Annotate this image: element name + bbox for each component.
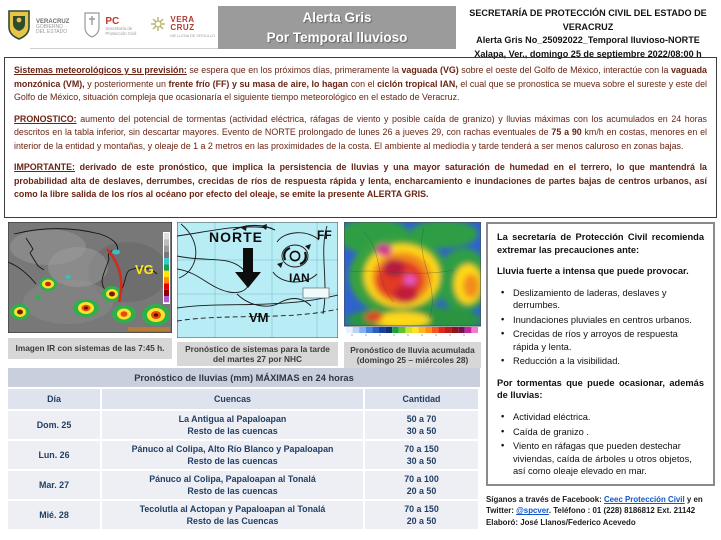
table-title: Pronóstico de lluvias (mm) MÁXIMAS en 24 horas	[8, 368, 480, 387]
ff-label: FF	[317, 228, 332, 242]
basins-cell	[102, 441, 363, 469]
ir-caption-text: Imagen IR con sistemas de las 7:45 h.	[15, 343, 165, 354]
amount-line: 70 a 150	[404, 503, 439, 514]
sistemas-lead: Sistemas meteorológicos y su previsión:	[14, 65, 187, 75]
basin-line: Tecolutla al Actopan y Papaloapan al Tonalá	[139, 503, 326, 514]
nhc-forecast-map-image	[177, 222, 338, 338]
ir-figure-caption	[8, 338, 172, 359]
logo-gobierno-line3: DEL ESTADO	[36, 29, 68, 36]
rainfall-forecast-table	[8, 368, 480, 529]
amount-line: 20 a 50	[406, 516, 437, 526]
social-line	[486, 494, 717, 517]
list-item: • Caída de granizo .	[501, 426, 704, 439]
alert-title-box	[218, 6, 456, 49]
rain-accumulation-map-image	[344, 222, 481, 338]
column-header-basins: Cuencas	[102, 389, 363, 409]
importante-lead: IMPORTANTE:	[14, 162, 75, 173]
column-header-day: Día	[8, 389, 100, 409]
ian-label: IAN	[289, 271, 310, 285]
footer-text: Síganos a través de Facebook:	[486, 495, 604, 504]
pronostico-lead: PRONOSTICO:	[14, 113, 77, 124]
bulletin-text-box	[4, 57, 717, 218]
sistemas-seg: se espera que en los próximos días, primeramente la	[186, 65, 402, 75]
list-item: • Actividad eléctrica.	[501, 411, 704, 424]
storm-warning-list	[497, 411, 704, 478]
footer-text: y en Twitter:	[486, 495, 703, 516]
list-item: • Reducción a la visibilidad.	[501, 355, 704, 368]
rain-warning-heading: Lluvia fuerte a intensa que puede provocar.	[497, 266, 689, 277]
amount-cell	[365, 411, 478, 439]
sistemas-seg-bold: frente frío (FF) y su masa de aire, lo hagan	[168, 78, 349, 89]
amount-line: 30 a 50	[406, 426, 437, 436]
header-org-block	[460, 7, 716, 62]
table-row	[8, 411, 480, 439]
basin-line: Resto de las cuencas	[187, 426, 278, 436]
footer-note	[486, 494, 717, 528]
importante-seg-bold: ALERTA GRIS.	[366, 189, 429, 200]
sistemas-seg: el cual que se pronostica se mueva sobre el sureste y este del Golfo de México, situación compleja que ocasionaría el siguiente tiempo meteorológico en el estado de Veracruz.	[14, 78, 708, 103]
day-cell: Lun. 26	[8, 441, 100, 469]
logo-veracruz-tagline: ME LLENA DE ORGULLO	[170, 34, 215, 38]
pronostico-seg: aumento del potencial de tormentas (actividad eléctrica, ráfagas de viento y posible caída de granizo) y lluvias máximas con los acumulados en 24 horas descritos en la tabla inferior, sin descartar mayores. Evento de NORTE prolongado de lunes 26 a jueves 29, con rachas eventuales de	[14, 113, 707, 138]
ir-color-scale-icon	[163, 232, 170, 304]
column-header-amount: Cantidad	[365, 389, 478, 409]
alert-title-line1: Alerta Gris	[302, 9, 372, 25]
logo-gobierno-line1: VERACRUZ	[36, 18, 70, 25]
facebook-link[interactable]: Ceec Protección Civil	[603, 495, 685, 504]
logo-gobierno-line2: GOBIERNO	[36, 23, 63, 30]
rain-color-scale-icon	[344, 326, 481, 338]
basins-cell	[102, 411, 363, 439]
table-row	[8, 441, 480, 469]
basin-line: Pánuco al Colipa, Alto Río Blanco y Papaloapan	[131, 443, 334, 454]
rain-caption-line2: (domingo 25 – miércoles 28)	[356, 355, 469, 365]
basin-line: Resto de las cuencas	[187, 456, 278, 466]
day-cell: Dom. 25	[8, 411, 100, 439]
logo-veracruz-line2: CRUZ	[170, 23, 195, 32]
day-cell: Mar. 27	[8, 471, 100, 499]
recommendations-panel	[486, 222, 715, 486]
veracruz-sun-icon	[150, 16, 166, 37]
sistemas-seg-bold: vaguada (VG)	[401, 65, 459, 75]
logo-proteccion-civil	[83, 11, 136, 44]
basins-cell	[102, 471, 363, 499]
storm-warning-heading: Por tormentas que puede ocasionar, además de lluvias:	[497, 377, 704, 401]
basin-line: Resto de las Cuencas	[186, 516, 279, 526]
alert-title-line2: Por Temporal lluvioso	[266, 29, 408, 45]
amount-line: 20 a 50	[406, 486, 437, 496]
nhc-figure-caption	[177, 342, 338, 366]
nhc-caption-line1: Pronóstico de sistemas para la tarde	[185, 343, 330, 354]
recommendations-intro: La secretaría de Protección Civil recomienda extremar las precauciones ante:	[497, 232, 704, 255]
rain-warning-list	[497, 287, 704, 368]
pronostico-seg-bold: 75 a 90	[551, 127, 582, 138]
paragraph-pronostico	[14, 113, 707, 154]
importante-seg: derivado de este pronóstico, que implica la persistencia de lluvias y una mayor saturación de humedad en el terrero, lo que mantendrá la probabilidad alta de deslaves, derrumbes, crecidas de ríos de respuesta rápida y lenta, encharcamiento e inundaciones de partes bajas de centros urbanos, así como la libre salida de los ríos al océano por efecto del oleaje, se emite la presente	[14, 162, 707, 200]
day-cell: Mié. 28	[8, 501, 100, 529]
list-item: • Crecidas de ríos y arroyos de respuesta rápida y lenta.	[501, 328, 704, 353]
amount-cell	[365, 471, 478, 499]
issue-place-date: Xalapa, Ver., domingo 25 de septiembre 2022/08:00 h	[474, 48, 702, 59]
header-logos	[6, 7, 215, 47]
vm-label: VM	[249, 310, 269, 325]
sistemas-seg-bold: ciclón tropical IAN,	[377, 78, 458, 89]
author-line: Elaboró: José Llanos/Federico Acevedo	[486, 517, 636, 527]
sistemas-seg-bold: vaguada monzónica (VM),	[14, 65, 707, 89]
table-row	[8, 501, 480, 529]
rain-figure-caption	[344, 342, 481, 368]
veracruz-coat-of-arms-icon	[6, 9, 32, 46]
amount-cell	[365, 501, 478, 529]
logo-gobierno-veracruz	[6, 9, 69, 46]
basin-line: Resto de las cuencas	[187, 486, 278, 496]
ir-satellite-map-image	[8, 222, 172, 333]
amount-line: 70 a 100	[404, 473, 439, 484]
list-item: • Viento en ráfagas que pueden destechar viviendas, caída de árboles u otros objetos, así como oleaje elevado en mar.	[501, 440, 704, 478]
nhc-caption-line2: del martes 27 por NHC	[213, 354, 302, 364]
list-item: • Inundaciones pluviales en centros urbanos.	[501, 314, 704, 327]
pc-abbr-label: PC	[105, 16, 120, 28]
alert-number: Alerta Gris No_25092022_Temporal lluvioso-NORTE	[476, 35, 700, 46]
vg-label: VG	[135, 262, 154, 277]
org-name: SECRETARÍA DE PROTECCIÓN CIVIL DEL ESTADO DE VERACRUZ	[469, 8, 707, 32]
pc-name-line2: Protección Civil	[105, 31, 137, 36]
rain-caption-line1: Pronóstico de lluvia acumulada	[350, 344, 475, 355]
twitter-link[interactable]: @spcver	[516, 506, 549, 516]
amount-line: 50 a 70	[406, 413, 437, 424]
paragraph-importante	[14, 161, 707, 202]
sistemas-seg: sobre el oeste del Golfo de México, interactúe con la	[458, 65, 671, 75]
sistemas-seg: con el	[348, 78, 378, 89]
logo-veracruz-brand	[150, 16, 215, 38]
pc-shield-icon	[83, 11, 101, 44]
norte-label: NORTE	[209, 229, 263, 245]
pronostico-seg: km/h en costas, menores en el interior de la entidad y montañas, y oleaje de 1 a 2 metros en las proximidades de la costa. El ambiente al mediodía y tarde tenderá a ser menos caluroso en zonas bajas.	[14, 127, 707, 151]
basin-line: Pánuco al Colipa, Papaloapan al Tonalá	[149, 473, 316, 484]
list-item: • Deslizamiento de laderas, deslaves y derrumbes.	[501, 287, 704, 312]
pc-name-line1: Secretaría de	[105, 26, 133, 32]
table-row	[8, 471, 480, 499]
amount-line: 70 a 150	[404, 443, 439, 454]
sistemas-seg: y posteriormente un	[84, 78, 169, 89]
paragraph-sistemas	[14, 64, 707, 105]
logo-veracruz-line1: VERA	[170, 15, 195, 24]
phone-text: . Teléfono : 01 (228) 8186812 Ext. 21142	[548, 506, 696, 516]
amount-cell	[365, 441, 478, 469]
basin-line: La Antigua al Papaloapan	[178, 413, 287, 424]
amount-line: 30 a 50	[406, 456, 437, 466]
basins-cell	[102, 501, 363, 529]
table-header-row	[8, 389, 480, 409]
